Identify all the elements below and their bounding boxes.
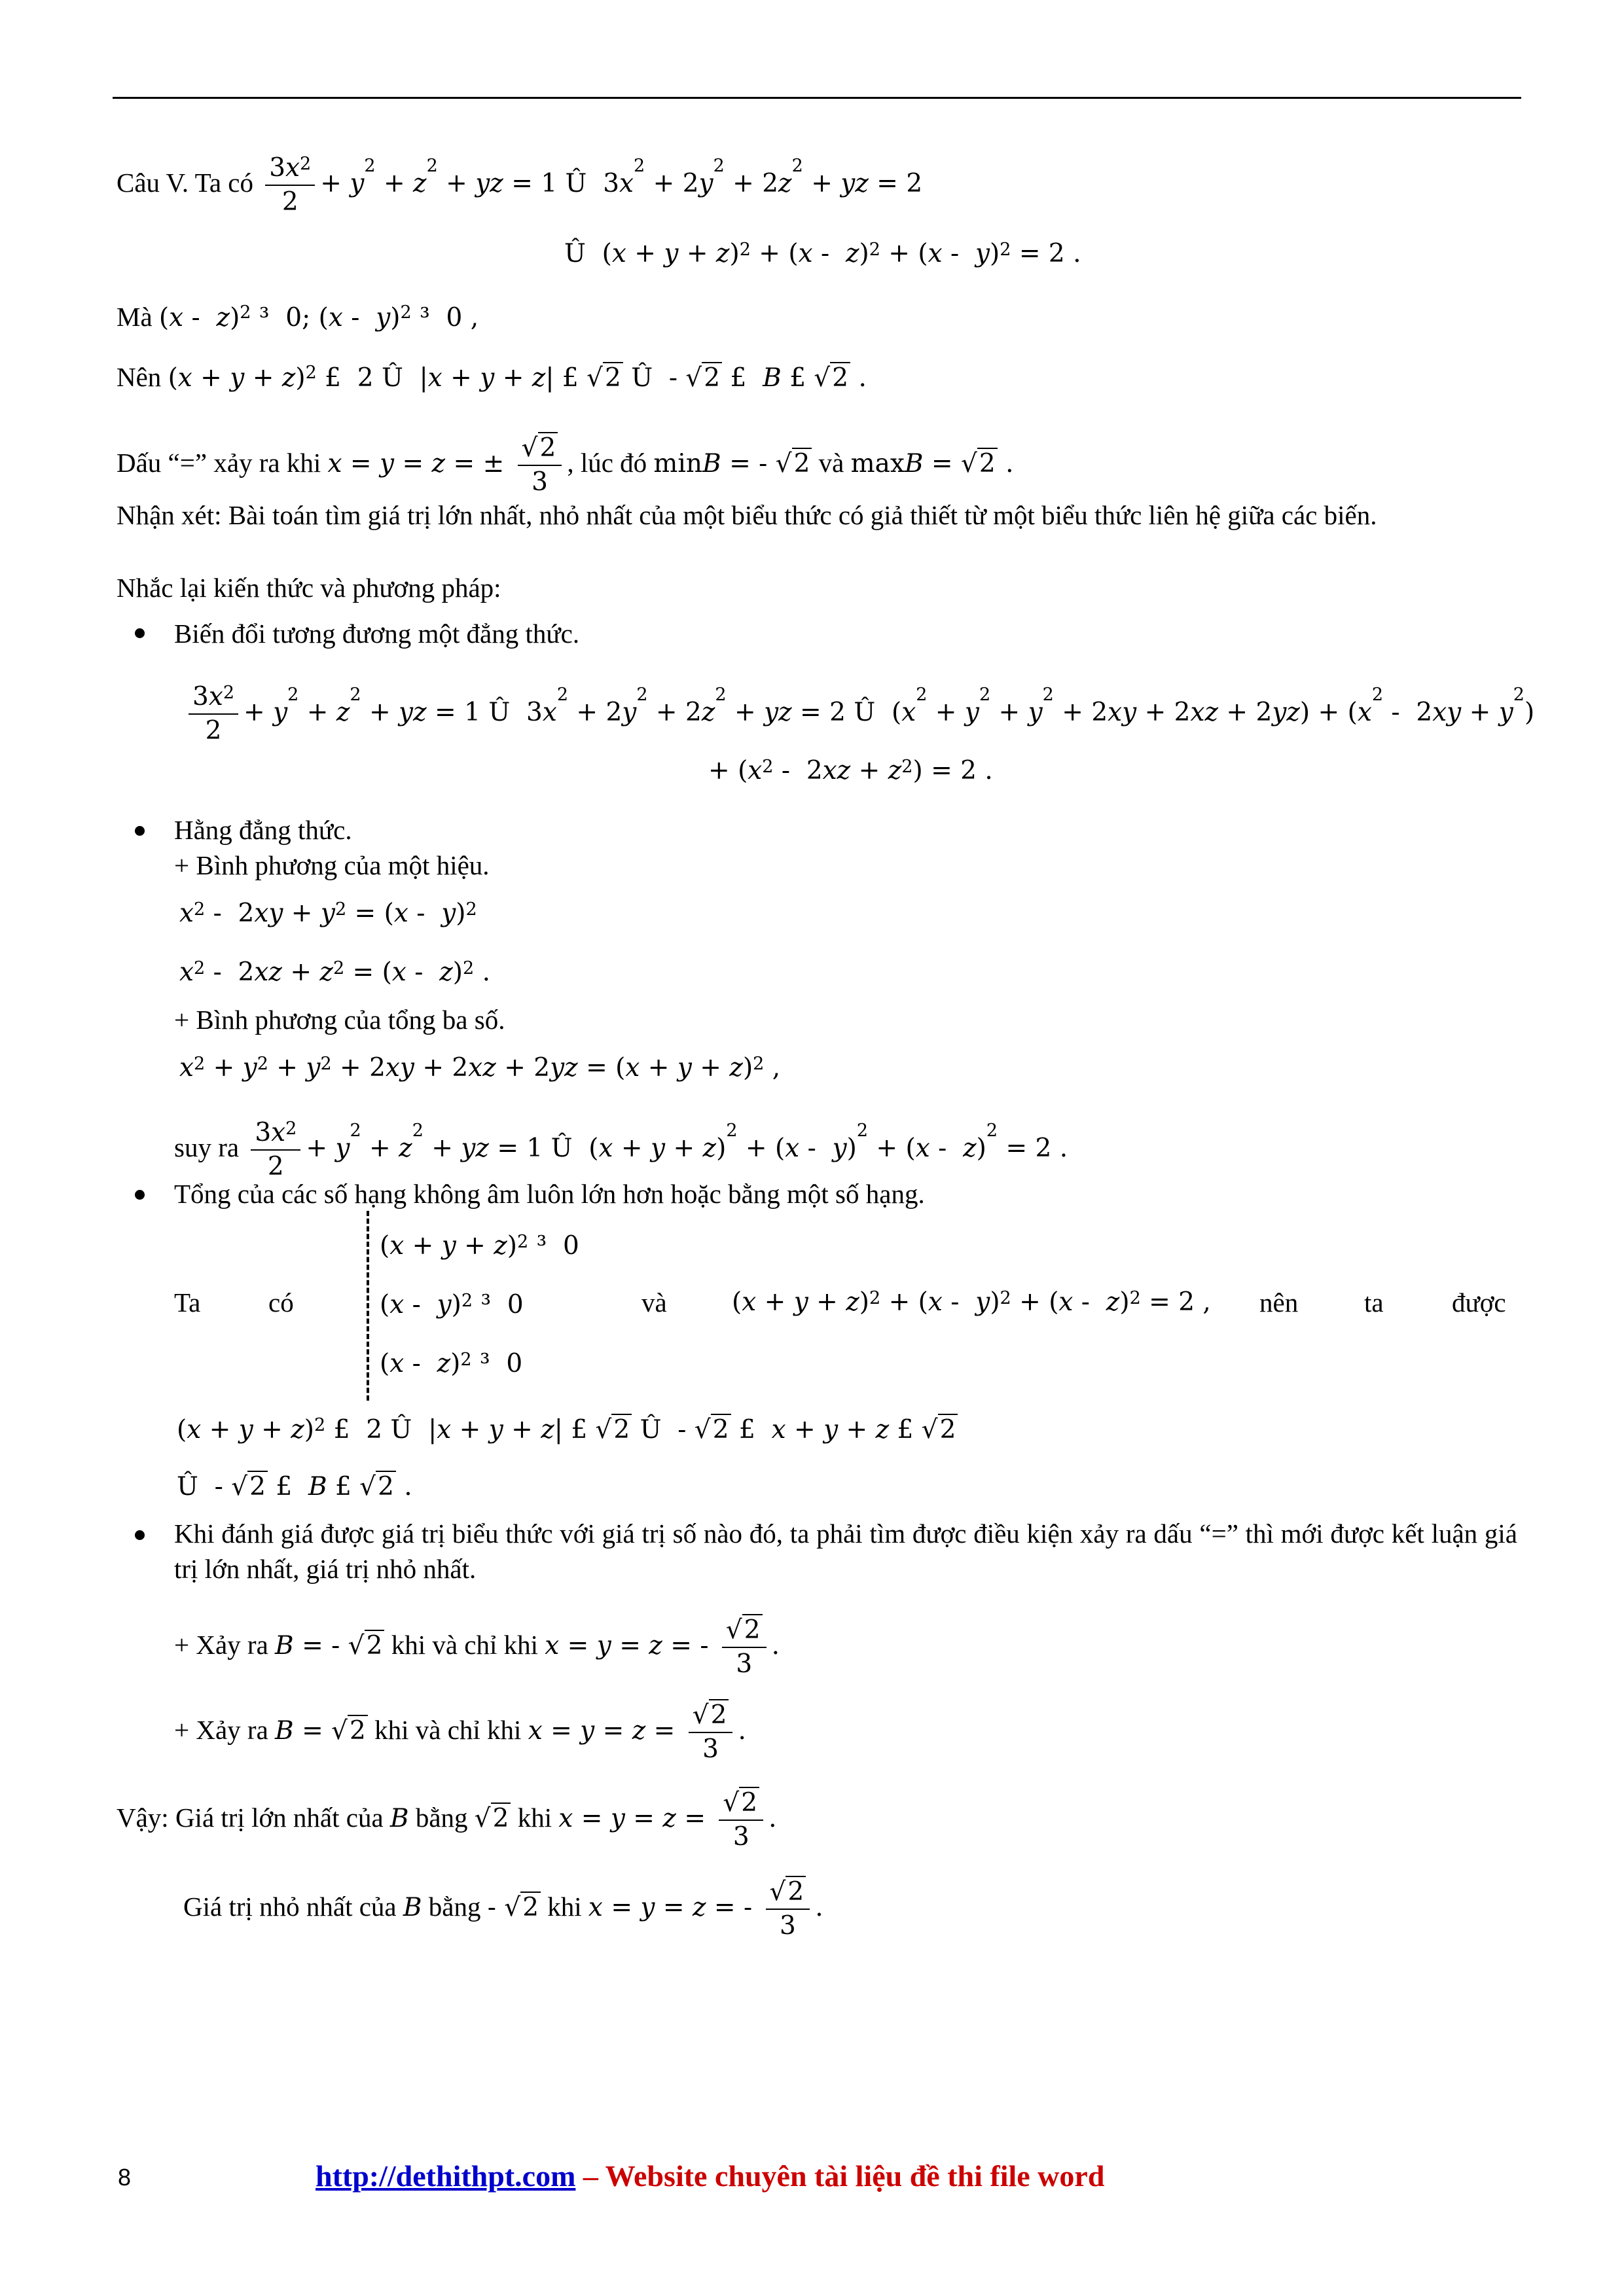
line-xay-ra-2: + Xảy ra B = √2 khi và chỉ khi x = y = z = $\frac{√2}{3}$ . — [174, 1700, 746, 1764]
eq-b1-2: + $(x^2 - 2xz + z^2) = 2$ . — [708, 756, 993, 785]
label-cau-v: Câu V. Ta có — [117, 168, 253, 198]
line-ma: Mà (x - z)$^2$ ³ 0; (x - y)$^2$ ³ 0 , — [117, 302, 479, 332]
system-row-3: (x - z)$^2$ ³ 0 — [380, 1349, 523, 1378]
footer: http://dethithpt.com – Website chuyên tài liệu đề thi file word — [316, 2159, 1105, 2193]
line-cau-v: Câu V. Ta có $\frac{3x^2}{2}$ + $y^2 + z^2$ + yz = 1 Û $3x^2 + 2y^2 + 2z^2$ + yz = 2 — [117, 153, 923, 217]
line-gtnn: Giá trị nhỏ nhất của B bằng - √2 khi x = y = z = - $\frac{√2}{3}$ . — [183, 1877, 823, 1941]
bullet-icon — [135, 628, 145, 638]
eq-b2-2: $x^2 - 2xz + z^2 = (x - z)^2$ . — [179, 958, 490, 987]
line-xay-ra-1: + Xảy ra B = - √2 khi và chỉ khi x = y = z = - $\frac{√2}{3}$ . — [174, 1615, 780, 1679]
bullet-4-text: Khi đánh giá được giá trị biểu thức với giá trị số nào đó, ta phải tìm được điều kiện xảy ra dấu “=” thì mới được kết luận giá trị lớn nhất, giá trị nhỏ nhất. — [174, 1518, 1517, 1584]
left-brace — [367, 1211, 378, 1401]
word-va: và — [641, 1287, 667, 1318]
bullet-icon — [135, 826, 145, 836]
line-nen: Nên $(x + y + z)^2$ £ 2 Û |x + y + z| £ √2 Û - √2 £ B £ √2 . — [117, 362, 867, 393]
word-ta: Ta — [174, 1287, 201, 1318]
eq-b1-1: $\frac{3x^2}{2}$ + $y^2 + z^2$ + yz = 1 Û $3x^2 + 2y^2 + 2z^2$ + yz = 2 Û $(x^2 + y^2 + y^2 + 2xy + 2xz + 2yz) + (x^2 - 2xy + y^2)$ — [183, 681, 1534, 747]
bullet-3-text: Tổng của các số hạng không âm luôn lớn hơn hoặc bằng một số hạng. — [174, 1179, 925, 1209]
word-duoc: được — [1452, 1287, 1506, 1318]
bullet-1-text: Biến đổi tương đương một đẳng thức. — [174, 619, 580, 649]
bullet-2b-text: + Bình phương của tổng ba số. — [174, 1005, 505, 1035]
page-number: 8 — [118, 2164, 132, 2191]
word-co: có — [268, 1287, 294, 1318]
footer-link[interactable]: http://dethithpt.com — [316, 2159, 576, 2193]
bullet-2a-text: + Bình phương của một hiệu. — [174, 850, 490, 880]
eq-b2-3: $x^2 + y^2 + y^2 + 2xy + 2xz + 2yz = (x + y + z)^2$ , — [179, 1053, 781, 1083]
eq-cau-v-2: Û $(x + y + z)^2 + (x - z)^2 + (x - y)^2 = 2$ . — [564, 239, 1081, 268]
word-nen: nên — [1259, 1287, 1299, 1318]
line-dau: Dấu “=” xảy ra khi x = y = z = ± $\frac{√2}{3}$ , lúc đó minB = - √2 và maxB = √2 . — [117, 433, 1014, 497]
eq-b3-2: Û - √2 £ B £ √2 . — [177, 1472, 412, 1501]
system-row-1: $(x + y + z)^2$ ³ 0 — [380, 1231, 579, 1261]
bullet-icon — [135, 1530, 145, 1540]
line-vay: Vậy: Giá trị lớn nhất của B bằng √2 khi x = y = z = $\frac{√2}{3}$ . — [117, 1788, 777, 1852]
eq-b3-1: $(x + y + z)^2$ £ 2 Û |x + y + z| £ √2 Û - √2 £ x + y + z £ √2 — [177, 1411, 958, 1448]
bullet-icon — [135, 1190, 145, 1200]
paragraph-nhan-xet: Nhận xét: Bài toán tìm giá trị lớn nhất, nhỏ nhất của một biểu thức có giả thiết từ một biểu thức liên hệ giữa các biến. — [117, 500, 1377, 530]
system-row-2: (x - y)$^2$ ³ 0 — [380, 1290, 524, 1319]
bullet-2-text: Hằng đẳng thức. — [174, 815, 352, 845]
eq-sum-squares: $(x + y + z)^2 + (x - y)^2 + (x - z)^2 = 2$ , — [732, 1287, 1211, 1317]
eq-b2-1: $x^2 - 2xy + y^2 = (x - y)^2$ — [179, 899, 477, 928]
word-ta-2: ta — [1364, 1287, 1384, 1318]
line-suy-ra: suy ra $\frac{3x^2}{2}$ + $y^2 + z^2$ + yz = 1 Û $(x + y + z)^2 + (x - y)^2 + (x - z)^2 = 2$ . — [174, 1118, 1068, 1181]
header-rule — [113, 97, 1521, 99]
paragraph-nhac-lai: Nhắc lại kiến thức và phương pháp: — [117, 573, 501, 603]
footer-tagline: Website chuyên tài liệu đề thi file word — [605, 2159, 1105, 2193]
